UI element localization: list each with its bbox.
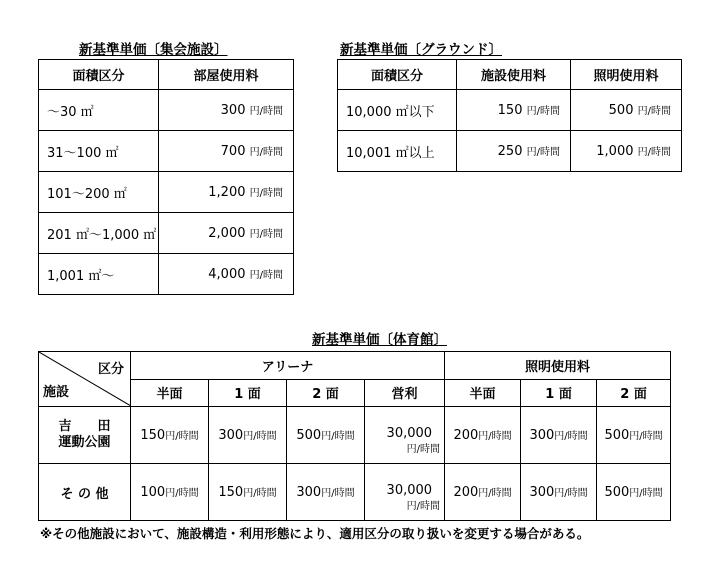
assembly-price: 1,200 bbox=[208, 185, 246, 200]
gym-price: 500 bbox=[604, 428, 630, 443]
gym-facility-name bbox=[39, 407, 131, 464]
assembly-area: 31～100 ㎡ bbox=[39, 131, 159, 172]
assembly-table bbox=[38, 59, 294, 295]
assembly-header-price: 部屋使用料 bbox=[159, 60, 294, 90]
gym-price: 150 bbox=[140, 428, 166, 443]
unit-label: 円/時間 bbox=[165, 488, 199, 499]
gym-sub-header: 半面 bbox=[131, 379, 209, 407]
unit-label: 円/時間 bbox=[165, 431, 199, 442]
gym-sub-header: 2 面 bbox=[287, 379, 365, 407]
table-row bbox=[39, 172, 294, 213]
unit-label: 円/時間 bbox=[637, 106, 671, 117]
gym-sub-header: 2 面 bbox=[597, 379, 671, 407]
gym-corner-bottom: 施設 bbox=[43, 385, 70, 400]
unit-label: 円/時間 bbox=[249, 229, 283, 240]
gym-price: 100 bbox=[140, 485, 166, 500]
gym-sub-header: 営利 bbox=[365, 379, 445, 407]
gym-price: 300 bbox=[529, 428, 555, 443]
gym-sub-header: 1 面 bbox=[209, 379, 287, 407]
gym-table bbox=[38, 351, 671, 521]
ground-header-facility: 施設使用料 bbox=[457, 60, 571, 90]
gym-price: 30,000 bbox=[386, 483, 433, 498]
gym-group-lighting: 照明使用料 bbox=[445, 352, 671, 380]
unit-label: 円/時間 bbox=[406, 444, 441, 455]
assembly-price: 700 bbox=[220, 144, 246, 159]
unit-label: 円/時間 bbox=[554, 431, 588, 442]
table-row bbox=[338, 90, 682, 131]
gym-price: 30,000 bbox=[386, 426, 433, 441]
unit-label: 円/時間 bbox=[249, 188, 283, 199]
assembly-area: ～30 ㎡ bbox=[39, 90, 159, 131]
table-row bbox=[338, 131, 682, 172]
assembly-area: 101～200 ㎡ bbox=[39, 172, 159, 213]
table-row bbox=[39, 407, 671, 464]
ground-facility-price: 250 bbox=[497, 144, 523, 159]
gym-price: 150 bbox=[218, 485, 244, 500]
table-row bbox=[39, 464, 671, 521]
gym-corner-top: 区分 bbox=[97, 362, 124, 377]
unit-label: 円/時間 bbox=[406, 501, 441, 512]
ground-title: 新基準単価〔グラウンド〕 bbox=[340, 42, 502, 58]
unit-label: 円/時間 bbox=[243, 488, 277, 499]
gym-corner-cell bbox=[39, 352, 131, 407]
gym-price: 500 bbox=[296, 428, 322, 443]
gym-sub-header: 1 面 bbox=[521, 379, 597, 407]
table-row bbox=[39, 131, 294, 172]
ground-lighting-price: 1,000 bbox=[596, 144, 634, 159]
footnote: ※その他施設において、施設構造・利用形態により、適用区分の取り扱いを変更する場合がある。 bbox=[40, 526, 590, 541]
assembly-price: 2,000 bbox=[208, 226, 246, 241]
table-row bbox=[39, 213, 294, 254]
unit-label: 円/時間 bbox=[243, 431, 277, 442]
ground-header-area: 面積区分 bbox=[338, 60, 457, 90]
ground-lighting-price: 500 bbox=[608, 103, 634, 118]
gym-facility-name-line1: 吉 田 bbox=[58, 419, 111, 434]
unit-label: 円/時間 bbox=[249, 147, 283, 158]
gym-facility-name-line1: そ の 他 bbox=[60, 486, 109, 502]
assembly-area: 201 ㎡～1,000 ㎡ bbox=[39, 213, 159, 254]
unit-label: 円/時間 bbox=[321, 488, 355, 499]
unit-label: 円/時間 bbox=[478, 431, 512, 442]
gym-price: 500 bbox=[604, 485, 630, 500]
gym-group-arena: アリーナ bbox=[131, 352, 445, 380]
table-row bbox=[39, 90, 294, 131]
unit-label: 円/時間 bbox=[629, 488, 663, 499]
unit-label: 円/時間 bbox=[249, 270, 283, 281]
unit-label: 円/時間 bbox=[321, 431, 355, 442]
gym-title: 新基準単価〔体育館〕 bbox=[312, 332, 447, 348]
unit-label: 円/時間 bbox=[637, 147, 671, 158]
gym-sub-header: 半面 bbox=[445, 379, 521, 407]
gym-price: 200 bbox=[453, 428, 479, 443]
unit-label: 円/時間 bbox=[554, 488, 588, 499]
unit-label: 円/時間 bbox=[478, 488, 512, 499]
assembly-title: 新基準単価〔集会施設〕 bbox=[79, 42, 228, 58]
table-row bbox=[39, 254, 294, 295]
assembly-area: 1,001 ㎡～ bbox=[39, 254, 159, 295]
gym-price: 300 bbox=[296, 485, 322, 500]
assembly-price: 4,000 bbox=[208, 267, 246, 282]
unit-label: 円/時間 bbox=[629, 431, 663, 442]
unit-label: 円/時間 bbox=[526, 106, 560, 117]
ground-facility-price: 150 bbox=[497, 103, 523, 118]
gym-price: 300 bbox=[529, 485, 555, 500]
unit-label: 円/時間 bbox=[526, 147, 560, 158]
assembly-price: 300 bbox=[220, 103, 246, 118]
ground-table bbox=[337, 59, 682, 172]
assembly-header-area: 面積区分 bbox=[39, 60, 159, 90]
gym-facility-name-line2: 運動公園 bbox=[58, 435, 111, 450]
unit-label: 円/時間 bbox=[249, 106, 283, 117]
gym-price: 300 bbox=[218, 428, 244, 443]
gym-facility-name bbox=[39, 464, 131, 521]
ground-header-lighting: 照明使用料 bbox=[571, 60, 682, 90]
ground-area: 10,001 ㎡以上 bbox=[338, 131, 457, 172]
gym-price: 200 bbox=[453, 485, 479, 500]
ground-area: 10,000 ㎡以下 bbox=[338, 90, 457, 131]
